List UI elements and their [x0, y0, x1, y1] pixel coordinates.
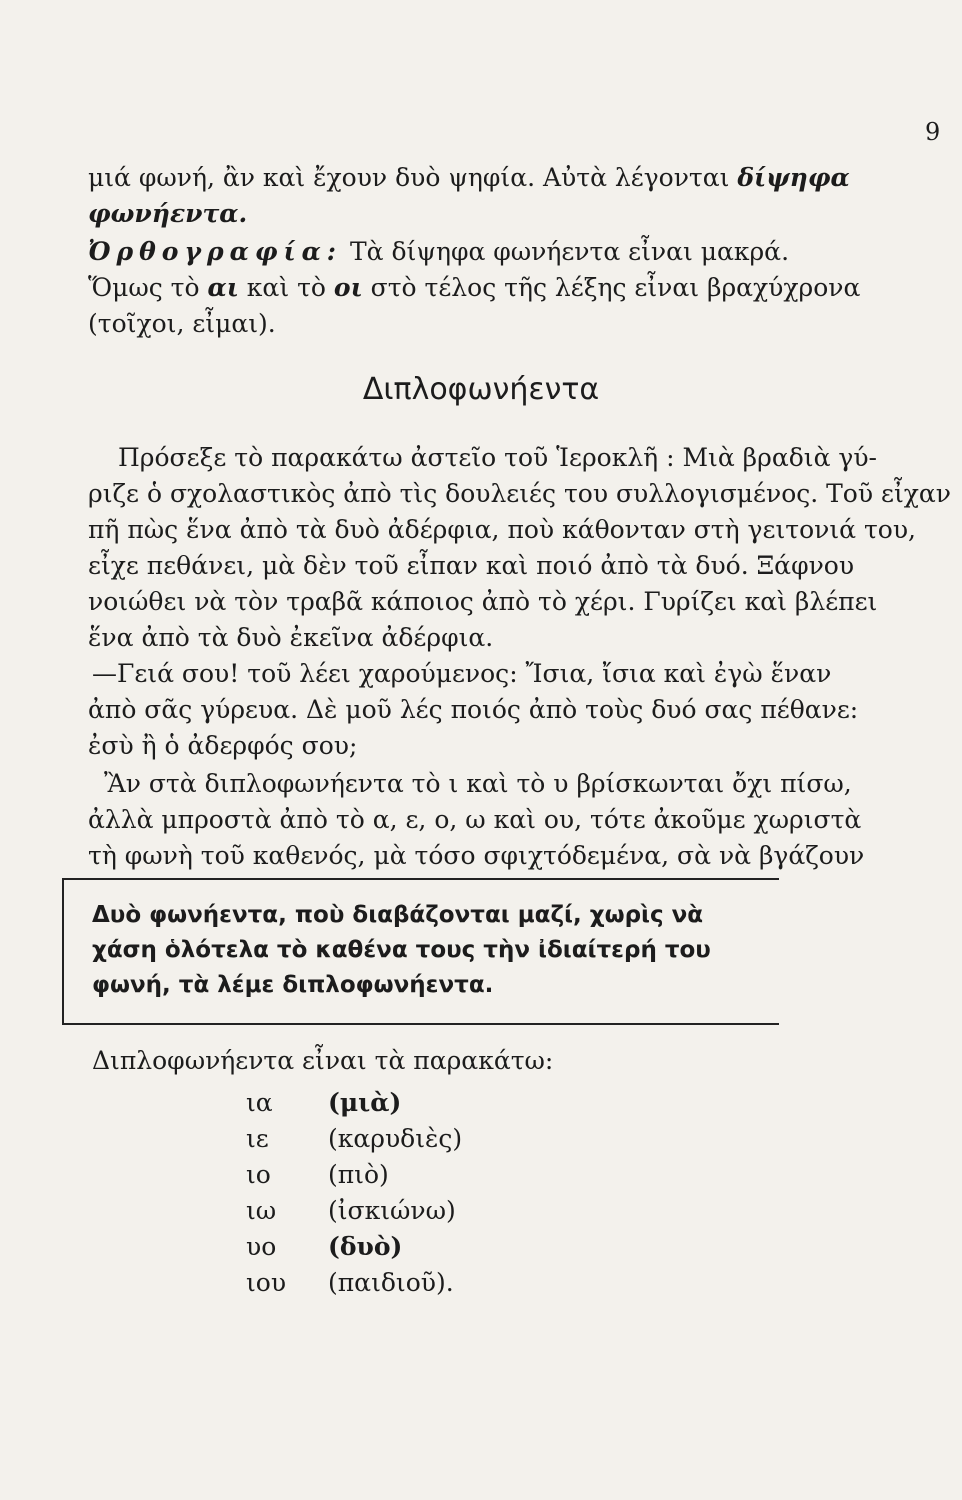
diphthong: ιου [246, 1268, 287, 1297]
story-line: πῆ πὼς ἕνα ἀπὸ τὰ δυὸ ἀδέρφια, ποὺ κάθονταν στὴ γειτονιά του, [88, 515, 916, 544]
definition-text [92, 898, 772, 1003]
definition-line: χάση ὁλότελα τὸ καθένα τους τὴν ἰδιαίτερή του [92, 937, 711, 963]
para1-line2: φωνήεντα. [88, 199, 248, 228]
example: (ἰσκιώνω) [328, 1196, 456, 1225]
ortho-oi: οι [333, 273, 363, 302]
diphthong-list [246, 1088, 462, 1304]
story-line: ἕνα ἀπὸ τὰ δυὸ ἐκεῖνα ἀδέρφια. [88, 623, 494, 652]
diphthong: υο [246, 1232, 277, 1261]
rule-line: Ἂν στὰ διπλοφωνήεντα τὸ ι καὶ τὸ υ βρίσκωνται ὄχι πίσω, [104, 769, 852, 798]
list-item [246, 1160, 462, 1196]
page-number: 9 [925, 118, 941, 146]
diphthong: ιω [246, 1196, 277, 1225]
definition-line: Δυὸ φωνήεντα, ποὺ διαβάζονται μαζί, χωρὶς νὰ [92, 902, 704, 928]
ortho-text: Τὰ δίψηφα φωνήεντα εἶναι μακρά. [350, 237, 790, 266]
story-line: ἀπὸ σᾶς γύρευα. Δὲ μοῦ λές ποιός ἀπὸ τοὺς δυό σας πέθανε: [88, 695, 859, 724]
ortho-text-a: Ὅμως τὸ [88, 273, 208, 302]
example: (πιὸ) [328, 1160, 389, 1189]
example: (δυὸ) [328, 1232, 403, 1261]
list-intro: Διπλοφωνήεντα εἶναι τὰ παρακάτω: [92, 1046, 554, 1075]
diphthong: ιο [246, 1160, 271, 1189]
section-heading: Διπλοφωνήεντα [362, 372, 600, 407]
story-line: ριζε ὁ σχολαστικὸς ἀπὸ τὶς δουλειές του συλλογισμένος. Τοῦ εἶχαν [88, 479, 951, 508]
rule-line: ἀλλὰ μπροστὰ ἀπὸ τὸ α, ε, ο, ω καὶ ου, τότε ἀκοῦμε χωριστὰ [88, 805, 862, 834]
list-item [246, 1268, 462, 1304]
term-dipsifa: δίψηφα [737, 163, 850, 192]
ortho-ai: αι [207, 273, 239, 302]
list-item [246, 1124, 462, 1160]
list-item [246, 1088, 462, 1124]
list-item [246, 1196, 462, 1232]
story-line: Πρόσεξε τὸ παρακάτω ἀστεῖο τοῦ Ἱεροκλῆ : Μιὰ βραδιὰ γύ- [118, 443, 877, 472]
para1-line1 [88, 162, 888, 194]
rule-line: τὴ φωνὴ τοῦ καθενός, μὰ τόσο σφιχτόδεμένα, σὰ νὰ βγάζουν [88, 841, 865, 870]
example: (καρυδιὲς) [328, 1124, 463, 1153]
ortho-line2 [88, 272, 888, 304]
ortho-line3: (τοῖχοι, εἶμαι). [88, 309, 276, 338]
para1-text: μιά φωνή, ἂν καὶ ἔχουν δυὸ ψηφία. Αὐτὰ λέγονται [88, 163, 738, 192]
diphthong: ια [246, 1088, 273, 1117]
story-line: εἶχε πεθάνει, μὰ δὲν τοῦ εἶπαν καὶ ποιό ἀπὸ τὰ δυό. Ξάφνου [88, 551, 855, 580]
ortho-line1 [88, 236, 888, 268]
diphthong: ιε [246, 1124, 269, 1153]
story-line: νοιώθει νὰ τὸν τραβᾶ κάποιος ἀπὸ τὸ χέρι. Γυρίζει καὶ βλέπει [88, 587, 878, 616]
list-item [246, 1232, 462, 1268]
definition-box [62, 878, 779, 1025]
ortho-label: Ὀρθογραφία: [88, 237, 343, 266]
definition-line: φωνή, τὰ λέμε διπλοφωνήεντα. [92, 972, 494, 998]
example: (παιδιοῦ). [328, 1268, 454, 1297]
ortho-text-e: στὸ τέλος τῆς λέξης εἶναι βραχύχρονα [362, 273, 861, 302]
ortho-text-c: καὶ τὸ [238, 273, 334, 302]
story-line: ἐσὺ ἢ ὁ ἀδερφός σου; [88, 731, 358, 760]
story-dialogue: —Γειά σου! τοῦ λέει χαρούμενος: Ἴσια, ἴσια καὶ ἐγὼ ἕναν [92, 659, 832, 688]
example: (μιὰ) [328, 1088, 402, 1117]
